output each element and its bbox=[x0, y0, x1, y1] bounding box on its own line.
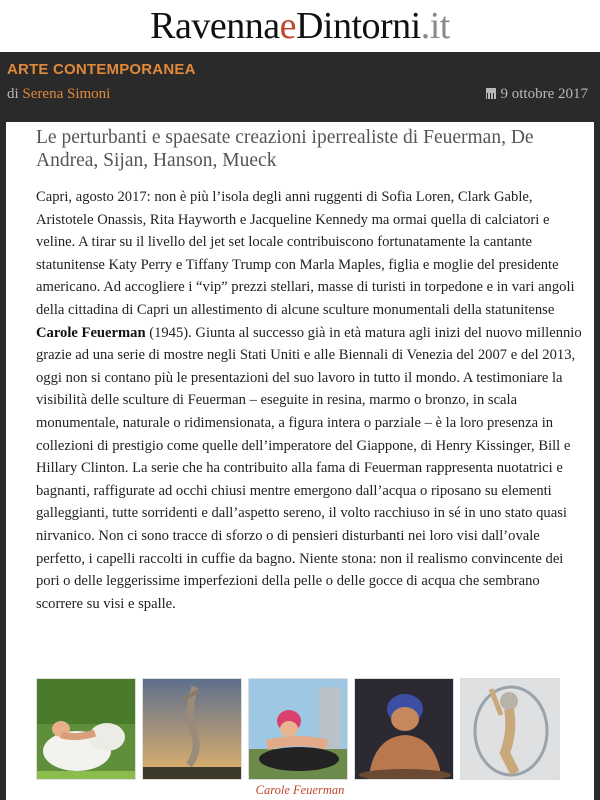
gallery-thumb-4[interactable] bbox=[354, 678, 454, 780]
logo-text-dintorni: Dintorni bbox=[295, 5, 421, 47]
gallery-caption: Carole Feuerman bbox=[255, 783, 345, 797]
article-paragraph bbox=[36, 186, 582, 615]
gallery-thumb-5[interactable] bbox=[460, 678, 560, 780]
paragraph-text-2: (1945). Giunta al successo già in età matura agli inizi del nuovo millennio grazie ad una serie di mostre negli Stati Uniti e alle Biennali di Venezia del 2007 e del 2013, oggi non si contano più le presentazioni del suo lavoro in tutto il mondo. A testimoniare la visibilità delle sculture di Feuerman – eseguite in resina, marmo o bronzo, in scala monumentale, naturale o ridimensionata, a figura intera o parziale – è la loro presenza in collezioni di prestigio come quelle dell’imperatore del Giappone, di Henry Kissinger, Bill e Hillary Clinton. La serie che ha contribuito alla fama di Feuerman rappresenta nuotatrici e bagnanti, raffigurate ad occhi chiusi mentre emergono dall’acqua o riposano su elementi galleggianti, tutte sorridenti e dall’aspetto sereno, il volto racchiuso in sé in uno stato quasi nirvanico. Non ci sono tracce di sforzo o di pensieri disturbanti nei loro visi dall’ovale perfetto, i capelli raccolti in cuffie da bagno. Niente stona: non il realismo convincente dei pori o delle leggerissime imperfezioni della pelle o delle gocce di acqua che sembrano scorrere su visi e spalle. bbox=[36, 324, 582, 612]
article-meta-bar bbox=[0, 52, 600, 120]
logo-text-e: e bbox=[279, 5, 296, 47]
gallery-thumb-2[interactable] bbox=[142, 678, 242, 780]
calendar-icon bbox=[486, 88, 496, 99]
byline-prefix: di bbox=[7, 86, 19, 102]
article-body-panel bbox=[6, 122, 594, 800]
gallery-thumb-3[interactable] bbox=[248, 678, 348, 780]
gallery-thumb-1[interactable] bbox=[36, 678, 136, 780]
byline bbox=[7, 86, 110, 103]
publish-date bbox=[486, 86, 589, 103]
article-title: Le perturbanti e spaesate creazioni iperrealiste di Feuerman, De Andrea, Sijan, Hanson, Mueck bbox=[36, 127, 534, 171]
category-link[interactable]: ARTE CONTEMPORANEA bbox=[7, 61, 196, 78]
date-text: 9 ottobre 2017 bbox=[500, 86, 588, 102]
site-logo[interactable] bbox=[0, 4, 600, 48]
logo-text-tld: .it bbox=[420, 5, 450, 47]
artist-name: Carole Feuerman bbox=[36, 324, 146, 341]
image-gallery bbox=[36, 678, 566, 782]
masthead bbox=[0, 0, 600, 52]
author-link[interactable]: Serena Simoni bbox=[22, 86, 111, 102]
paragraph-text-1: Capri, agosto 2017: non è più l’isola degli anni ruggenti di Sofia Loren, Clark Gable, Aristotele Onassis, Rita Hayworth e Jacqueline Kennedy ma ormai quella di calciatori e veline. A tirar su il livello del jet set locale contribuiscono fortunatamente la cantante statunitense Katy Perry e Tiffany Trump con Marla Maples, figlia e moglie del presidente americano. Ad accogliere i “vip” prezzi stellari, masse di turisti in torpedone e in vari angoli della cittadina di Capri un allestimento di alcune sculture monumentali della statunitense bbox=[36, 189, 575, 318]
logo-text-ravenna: Ravenna bbox=[150, 5, 280, 47]
